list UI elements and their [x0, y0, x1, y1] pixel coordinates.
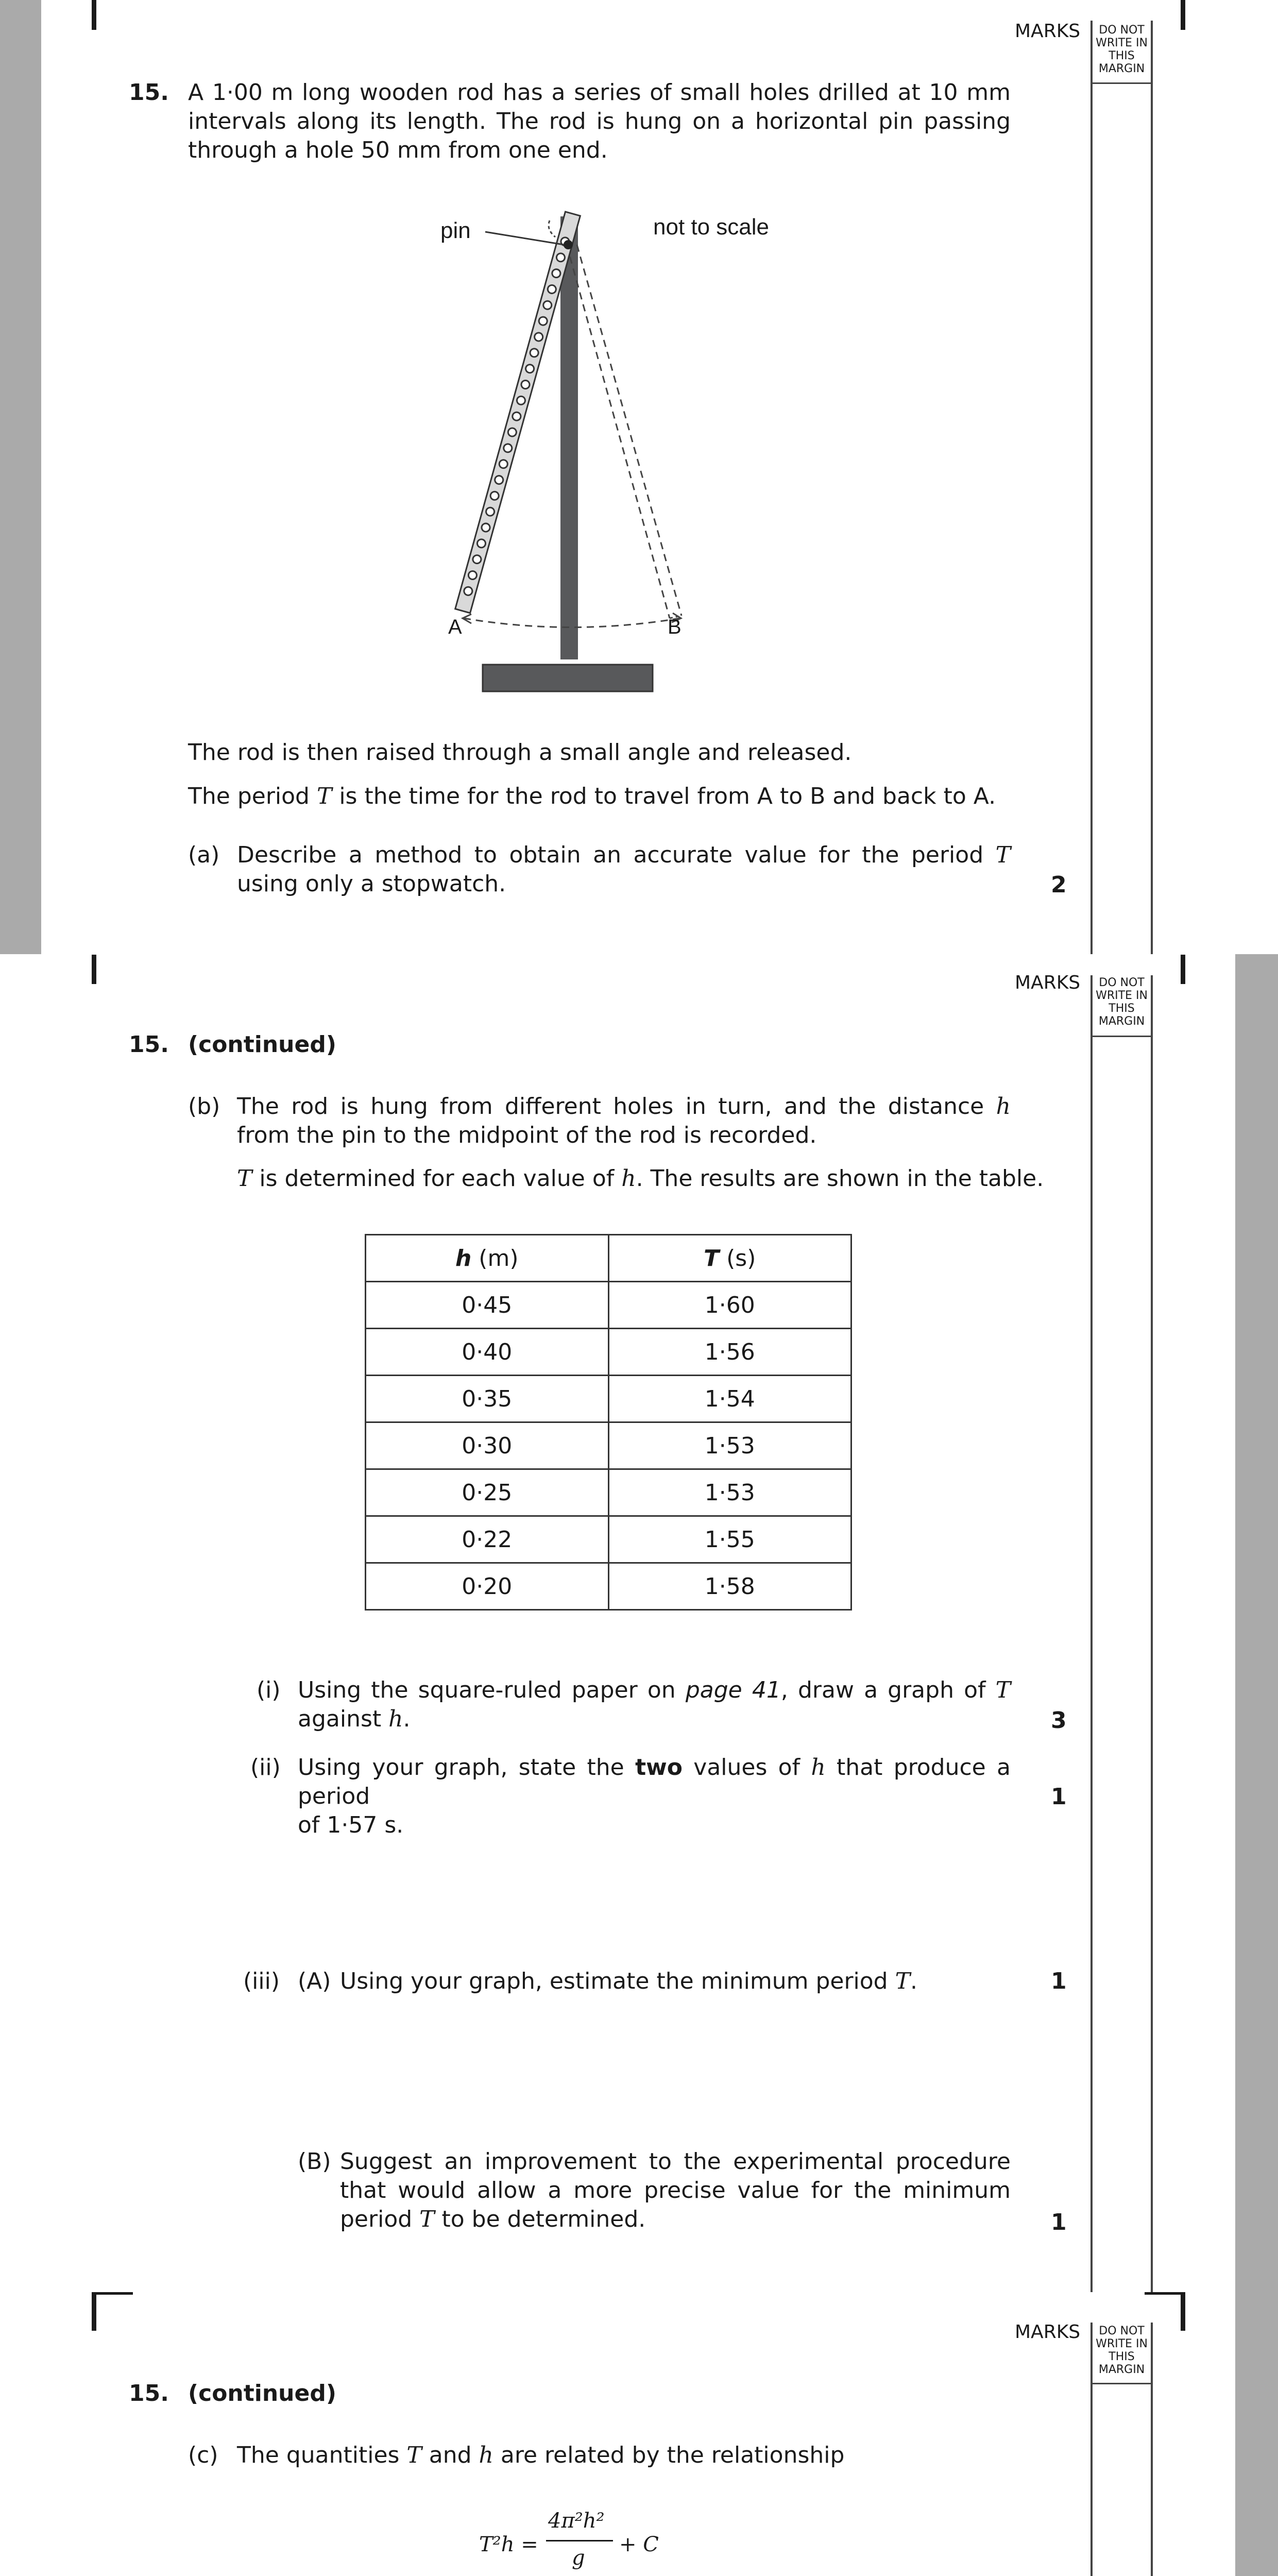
part-a-marks: 2 [1051, 872, 1067, 898]
released-text: The rod is then raised through a small angle and released. [188, 739, 852, 766]
marks-header: MARKS [1015, 972, 1081, 993]
corner-mark [92, 955, 96, 984]
part-c-text: The quantities T and h are related by the relationship [237, 2442, 845, 2468]
part-c-label: (c) [188, 2442, 218, 2468]
stand-base [483, 665, 653, 691]
t-value-cell: 1·58 [608, 1563, 851, 1610]
part-i-marks: 3 [1051, 1707, 1067, 1734]
fraction-bar [546, 2540, 613, 2541]
part-iii-a-label: (A) [298, 1968, 331, 1994]
part-ii-marks: 1 [1051, 1784, 1067, 1810]
margin-hline [1090, 1036, 1153, 1037]
t-value-cell: 1·55 [608, 1516, 851, 1563]
corner-mark [1181, 955, 1185, 984]
part-ii-text: Using your graph, state the two values of h that produce a period of 1·57 s. [298, 1754, 1011, 1838]
margin-hline [1090, 2383, 1153, 2384]
t-value-cell: 1·54 [608, 1376, 851, 1422]
stand-pole [560, 216, 578, 659]
right-grey-bar [1235, 954, 1278, 2576]
margin-hline [1090, 82, 1153, 84]
do-not-write-margin: DO NOT WRITE IN THIS MARGIN [1096, 24, 1148, 75]
results-table [365, 1234, 852, 1611]
pendulum-diagram [422, 206, 793, 701]
marks-header: MARKS [1015, 2321, 1081, 2343]
table-header-row [366, 1235, 851, 1282]
relationship-equation [479, 2509, 685, 2576]
question-number: 15. [129, 79, 169, 106]
label-a: A [448, 616, 462, 638]
h-value-cell: 0·22 [366, 1516, 609, 1563]
continued-label: (continued) [188, 2380, 336, 2406]
question-number: 15. [129, 2380, 169, 2406]
question-intro: A 1·00 m long wooden rod has a series of small holes drilled at 10 mm intervals along its length. The rod is hung on a horizontal pin passing through a hole 50 mm from one end. [188, 79, 1011, 163]
pin-label: pin [440, 218, 471, 243]
margin-line [1151, 975, 1153, 2292]
equation-denominator: g [572, 2546, 585, 2570]
t-value-cell: 1·53 [608, 1422, 851, 1469]
margin-line [1151, 21, 1153, 954]
h-value-cell: 0·20 [366, 1563, 609, 1610]
table-row [366, 1563, 851, 1610]
column-header-t: T (s) [608, 1235, 851, 1282]
margin-line [1151, 2323, 1153, 2576]
equation-rhs: + C [619, 2533, 659, 2556]
label-b: B [668, 616, 681, 638]
corner-mark [1181, 2292, 1185, 2331]
table-row [366, 1282, 851, 1329]
do-not-write-margin: DO NOT WRITE IN THIS MARGIN [1096, 2325, 1148, 2376]
t-value-cell: 1·60 [608, 1282, 851, 1329]
h-value-cell: 0·25 [366, 1469, 609, 1516]
question-number: 15. [129, 1031, 169, 1058]
t-value-cell: 1·53 [608, 1469, 851, 1516]
pin-dot [564, 240, 573, 249]
continued-label: (continued) [188, 1031, 336, 1058]
part-i-text: Using the square-ruled paper on page 41, draw a graph of T against h. [298, 1677, 1011, 1732]
equation-numerator: 4π²h² [548, 2509, 605, 2533]
do-not-write-margin: DO NOT WRITE IN THIS MARGIN [1096, 976, 1148, 1028]
corner-mark [92, 2292, 96, 2331]
t-determined-text: T is determined for each value of h. The results are shown in the table. [237, 1165, 1044, 1192]
not-to-scale-label: not to scale [653, 214, 770, 240]
part-ii-label: (ii) [250, 1754, 281, 1781]
part-i-label: (i) [257, 1677, 281, 1703]
left-grey-bar [0, 0, 41, 954]
part-b-text: The rod is hung from different holes in turn, and the distance h from the pin to the midpoint of the rod is recorded. [237, 1093, 1011, 1148]
corner-mark [92, 2292, 133, 2295]
part-iii-a-marks: 1 [1051, 1968, 1067, 1994]
period-definition: The period T is the time for the rod to travel from A to B and back to A. [188, 783, 996, 809]
marks-header: MARKS [1015, 21, 1081, 42]
corner-mark [1145, 2292, 1185, 2295]
h-value-cell: 0·35 [366, 1376, 609, 1422]
part-iii-b-text: Suggest an improvement to the experimental procedure that would allow a more precise value for the minimum period T to be determined. [340, 2148, 1011, 2232]
t-value-cell: 1·56 [608, 1329, 851, 1376]
table-row [366, 1329, 851, 1376]
equation-lhs: T²h = [479, 2533, 538, 2556]
corner-mark [1181, 0, 1185, 30]
part-iii-b-marks: 1 [1051, 2209, 1067, 2235]
part-a-text: Describe a method to obtain an accurate value for the period T using only a stopwatch. [237, 842, 1011, 897]
part-iii-a-text: Using your graph, estimate the minimum period T. [340, 1968, 917, 1994]
column-header-h: h (m) [366, 1235, 609, 1282]
h-value-cell: 0·30 [366, 1422, 609, 1469]
margin-line [1090, 975, 1093, 2292]
margin-line [1090, 21, 1093, 954]
corner-mark [92, 0, 96, 30]
h-value-cell: 0·45 [366, 1282, 609, 1329]
table-row [366, 1422, 851, 1469]
part-b-label: (b) [188, 1093, 220, 1120]
part-iii-b-label: (B) [298, 2148, 331, 2175]
table-row [366, 1376, 851, 1422]
h-value-cell: 0·40 [366, 1329, 609, 1376]
table-row [366, 1516, 851, 1563]
table-row [366, 1469, 851, 1516]
part-a-label: (a) [188, 842, 220, 868]
part-iii-label: (iii) [243, 1968, 280, 1994]
